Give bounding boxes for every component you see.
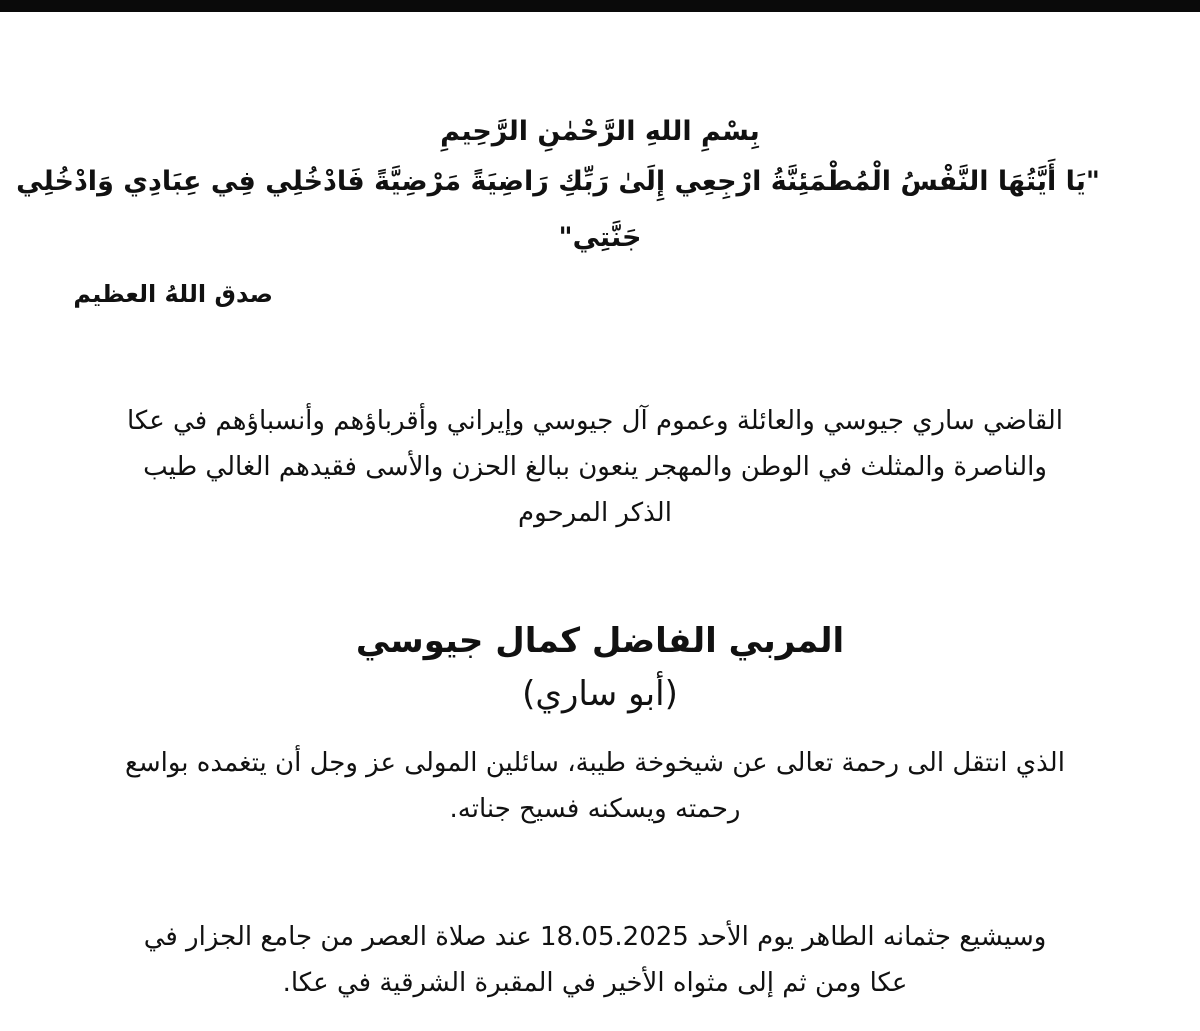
funeral-line: عكا ومن ثم إلى مثواه الأخير في المقبرة الشرقية في عكا. bbox=[282, 968, 908, 998]
verse-line: جَنَّتِي" bbox=[558, 222, 642, 253]
closing-phrase: صدق اللهُ العظيم bbox=[73, 280, 273, 308]
funeral-line: وسيشيع جثمانه الطاهر يوم الأحد 18.05.2025 عند صلاة العصر من جامع الجزار في bbox=[143, 922, 1047, 952]
deceased-kunya: (أبو ساري) bbox=[522, 674, 678, 714]
quran-verse bbox=[16, 154, 1100, 266]
passing-line: رحمته ويسكنه فسيح جناته. bbox=[449, 794, 741, 824]
announcement-line: والناصرة والمثلث في الوطن والمهجر ينعون ببالغ الحزن والأسى فقيدهم الغالي طيب bbox=[143, 452, 1047, 482]
announcement-paragraph bbox=[90, 398, 1100, 536]
announcement-line: الذكر المرحوم bbox=[518, 498, 672, 528]
basmala-heading: بِسْمِ اللهِ الرَّحْمٰنِ الرَّحِيمِ bbox=[440, 116, 760, 147]
announcement-line: القاضي ساري جيوسي والعائلة وعموم آل جيوسي وإيراني وأقرباؤهم وأنسباؤهم في عكا bbox=[126, 406, 1063, 436]
passing-paragraph bbox=[90, 740, 1100, 832]
funeral-paragraph bbox=[90, 914, 1100, 1006]
deceased-name: المربي الفاضل كمال جيوسي bbox=[355, 621, 845, 661]
verse-line: "يَا أَيَّتُهَا النَّفْسُ الْمُطْمَئِنَّةُ ارْجِعِي إِلَىٰ رَبِّكِ رَاضِيَةً مَرْضِيَّةً فَادْخُلِي فِي عِبَادِي وَادْخُلِي bbox=[16, 166, 1100, 197]
passing-line: الذي انتقل الى رحمة تعالى عن شيخوخة طيبة، سائلين المولى عز وجل أن يتغمده بواسع bbox=[125, 748, 1065, 778]
